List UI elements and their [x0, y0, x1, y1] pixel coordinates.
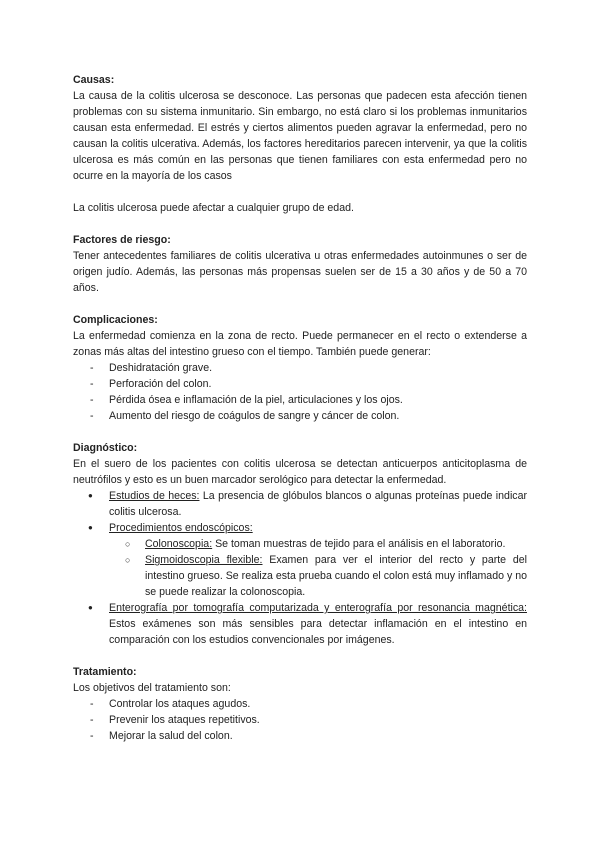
tratamiento-paragraph: Los objetivos del tratamiento son: [73, 682, 231, 694]
list-item: - Perforación del colon. [73, 376, 527, 392]
enterografia-text: Estos exámenes son más sensibles para detectar inflamación en el intestino en comparación con los estudios convencionales por imágenes. [109, 618, 527, 646]
list-item: - Prevenir los ataques repetitivos. [73, 712, 527, 728]
sigmoidoscopia-label: Sigmoidoscopia flexible: [145, 554, 263, 566]
list-item: - Pérdida ósea e inflamación de la piel, articulaciones y los ojos. [73, 392, 527, 408]
tratamiento-heading: Tratamiento: [73, 666, 137, 678]
causas-paragraph-2: La colitis ulcerosa puede afectar a cualquier grupo de edad. [73, 202, 354, 214]
document-page [73, 72, 527, 744]
colonoscopia-text: Se toman muestras de tejido para el análisis en el laboratorio. [212, 538, 506, 550]
list-item [73, 600, 527, 648]
complicaciones-heading: Complicaciones: [73, 314, 158, 326]
list-item [109, 552, 527, 600]
list-item [109, 536, 527, 552]
list-item: - Deshidratación grave. [73, 360, 527, 376]
diagnostico-heading: Diagnóstico: [73, 442, 138, 454]
diagnostico-paragraph: En el suero de los pacientes con colitis ulcerosa se detectan anticuerpos anticitoplasma de neutrófilos y esto es un buen marcador serológico para detectar la enfermedad. [73, 458, 527, 486]
tratamiento-list [73, 696, 527, 744]
list-item [73, 520, 527, 600]
list-item [73, 488, 527, 520]
riesgo-heading: Factores de riesgo: [73, 234, 171, 246]
endoscopia-label: Procedimientos endoscópicos: [109, 522, 253, 534]
list-item: - Aumento del riesgo de coágulos de sangre y cáncer de colon. [73, 408, 527, 424]
causas-heading: Causas: [73, 74, 115, 86]
endoscopia-sublist [109, 536, 527, 600]
heces-label: Estudios de heces: [109, 490, 200, 502]
enterografia-label: Enterografía por tomografía computarizada y enterografía por resonancia magnética: [109, 602, 527, 614]
causas-paragraph: La causa de la colitis ulcerosa se desconoce. Las personas que padecen esta afección tienen problemas con su sistema inmunitario. Sin embargo, no está claro si los problemas inmunitarios causan esta enfermedad. El estrés y ciertos alimentos pueden agravar la enfermedad, pero no causan la colitis ulcerativa. Además, los factores hereditarios parecen intervenir, ya que la colitis ulcerosa es más común en las personas que tienen familiares con esta enfermedad pero no ocurre en la mayoría de los casos [73, 90, 527, 182]
list-item: - Mejorar la salud del colon. [73, 728, 527, 744]
sigmoidoscopia-text: Examen para ver el interior del recto y parte del intestino grueso. Se realiza esta prueba cuando el colon está muy inflamado y no se puede realizar la colonoscopia. [145, 554, 527, 598]
list-item: - Controlar los ataques agudos. [73, 696, 527, 712]
heces-text: La presencia de glóbulos blancos o algunas proteínas puede indicar colitis ulcerosa. [109, 490, 528, 518]
complicaciones-list [73, 360, 527, 424]
complicaciones-paragraph: La enfermedad comienza en la zona de recto. Puede permanecer en el recto o extenderse a zonas más altas del intestino grueso con el tiempo. También puede generar: [73, 330, 527, 358]
colonoscopia-label: Colonoscopia: [145, 538, 213, 550]
diagnostico-list [73, 488, 527, 648]
riesgo-paragraph: Tener antecedentes familiares de colitis ulcerativa u otras enfermedades autoinmunes o ser de origen judío. Además, las personas más propensas suelen ser de 15 a 30 años y de 50 a 70 años. [73, 250, 527, 294]
